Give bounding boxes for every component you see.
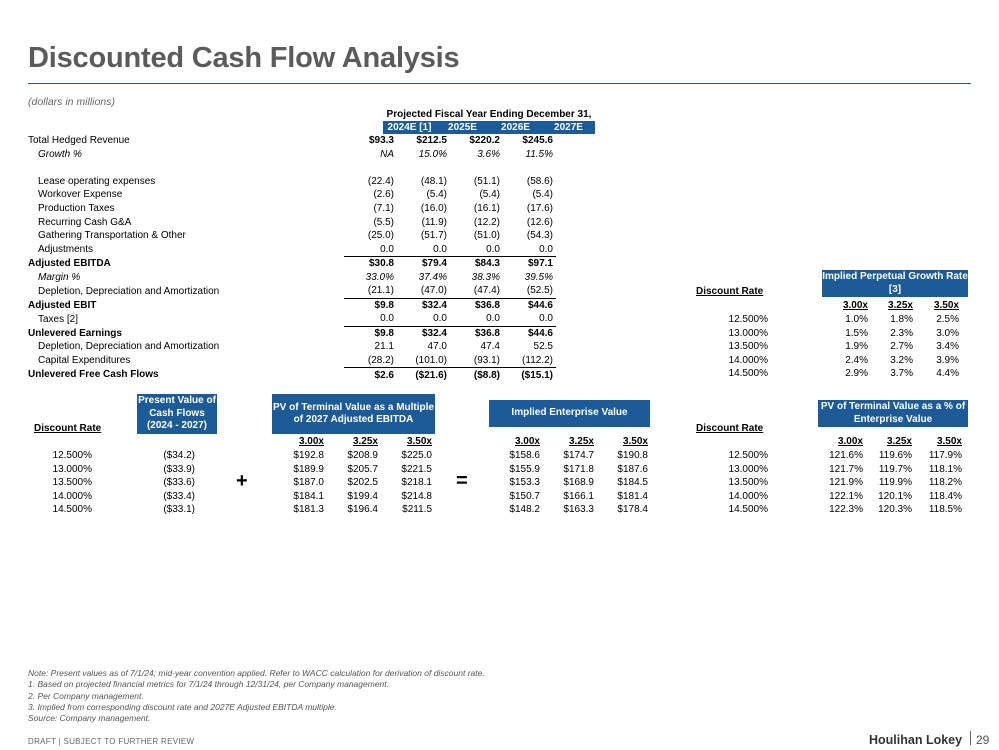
pv-terminal-value: $189.9 [293, 463, 324, 475]
perpetual-growth-value: 2.5% [936, 314, 959, 325]
row-label: Total Hedged Revenue [28, 135, 130, 147]
draft-label: DRAFT | SUBJECT TO FURTHER REVIEW [28, 737, 195, 746]
projection-table [28, 134, 556, 382]
row-value: (17.6) [526, 203, 553, 214]
row-value: (25.0) [367, 230, 394, 242]
perpetual-growth-value: 2.9% [845, 368, 868, 380]
row-value: (2.6) [373, 189, 394, 201]
row-value: (52.5) [503, 284, 556, 298]
enterprise-value: $153.3 [509, 477, 540, 489]
implied-ev-header: Implied Enterprise Value [489, 400, 650, 427]
row-value: 15.0% [418, 148, 447, 160]
discount-rate: 13.000% [52, 463, 92, 475]
row-value: (5.4) [479, 189, 500, 201]
brand-logo-text: Houlihan Lokey [869, 733, 963, 747]
perpetual-growth-value: 2.3% [890, 327, 913, 339]
row-value: $30.8 [368, 258, 394, 270]
pv-tv-pct-value: 119.9% [878, 477, 912, 489]
enterprise-value: $187.6 [617, 463, 648, 475]
multiple-header: 3.50x [933, 300, 959, 311]
plus-operator: + [236, 470, 248, 492]
pv-tv-pct-value: 120.1% [878, 490, 912, 502]
row-value: (51.0) [473, 230, 500, 242]
row-value: (51.1) [473, 175, 500, 187]
row-value: (5.5) [373, 216, 394, 228]
year-column-header: 2027E [554, 122, 583, 133]
footnote: 2. Per Company management. [28, 690, 144, 701]
table-row [28, 270, 556, 284]
row-value: 0.0 [503, 312, 556, 326]
perpetual-growth-value: 3.2% [890, 354, 913, 366]
multiple-header: 3.25x [886, 436, 912, 447]
multiple-header: 3.50x [622, 436, 648, 447]
perpetual-growth-value: 3.0% [936, 327, 959, 339]
row-value: 37.4% [418, 271, 447, 283]
row-label: Taxes [2] [38, 313, 79, 325]
row-value: (93.1) [450, 354, 503, 368]
row-value: 38.3% [471, 271, 500, 283]
row-value [450, 161, 503, 175]
footnotes [28, 668, 485, 724]
discount-rate: 14.500% [728, 368, 768, 380]
enterprise-value: $184.5 [617, 477, 648, 489]
row-value: 39.5% [524, 271, 553, 283]
table-row [28, 161, 556, 175]
row-label: Adjustments [38, 243, 94, 255]
table-row [28, 284, 556, 298]
row-value: (112.2) [503, 354, 556, 368]
projection-header: Projected Fiscal Year Ending December 31, [386, 109, 592, 120]
pv-cash-flow-value: ($33.9) [163, 463, 195, 475]
year-column-header: 2025E [448, 122, 477, 133]
table-row [28, 242, 556, 256]
pv-tv-pct-value: 121.9% [829, 477, 863, 489]
row-value: 52.5 [533, 341, 553, 353]
perpetual-growth-value: 2.4% [845, 354, 868, 366]
pv-tv-pct-value: 122.1% [829, 490, 863, 502]
footnote: Note: Present values as of 7/1/24; mid-year convention applied. Refer to WACC calculation for derivation of discount rate. [28, 668, 485, 678]
row-value: 0.0 [344, 242, 397, 256]
row-value [503, 161, 556, 175]
row-value: 33.0% [365, 271, 394, 283]
discount-rate: 14.500% [52, 504, 92, 516]
discount-rate: 14.500% [728, 504, 768, 516]
multiple-header: 3.25x [568, 436, 594, 447]
pv-tv-pct-value: 121.7% [829, 463, 863, 475]
pv-cash-flow-value: ($33.6) [163, 477, 195, 489]
row-value: ($15.1) [521, 369, 553, 381]
discount-rate: 13.500% [728, 477, 768, 489]
table-row [28, 368, 556, 382]
table-row [28, 188, 556, 202]
pv-terminal-value: $205.7 [347, 463, 378, 475]
row-value: 47.4 [480, 341, 500, 353]
pv-tv-pct-value: 118.5% [928, 504, 962, 516]
multiple-header: 3.00x [842, 300, 868, 311]
enterprise-value: $148.2 [509, 504, 540, 516]
row-value: (47.4) [450, 284, 503, 298]
discount-rate: 13.000% [728, 463, 768, 475]
table-row [28, 134, 556, 148]
row-label: Gathering Transportation & Other [38, 230, 186, 242]
multiple-header: 3.00x [837, 436, 863, 447]
pv-tv-pct-value: 119.6% [878, 450, 912, 461]
row-value: 0.0 [344, 312, 397, 326]
pv-tv-pct-value: 120.3% [878, 504, 912, 516]
enterprise-value: $174.7 [563, 450, 594, 461]
perpetual-growth-value: 3.9% [936, 354, 959, 366]
perpetual-growth-value: 1.9% [845, 341, 868, 353]
row-label: Recurring Cash G&A [38, 216, 132, 228]
table-row [28, 148, 556, 162]
pv-terminal-value: $208.9 [347, 450, 378, 461]
row-value: (58.6) [526, 175, 553, 187]
row-value: $84.3 [474, 258, 500, 270]
row-value: $97.1 [527, 258, 553, 270]
pv-terminal-value: $184.1 [293, 490, 324, 502]
page-number: 29 [976, 733, 990, 747]
enterprise-value: $163.3 [563, 504, 594, 516]
enterprise-value: $181.4 [617, 490, 648, 502]
table-row [28, 354, 556, 368]
page-title: Discounted Cash Flow Analysis [28, 42, 460, 74]
table-row [28, 326, 556, 340]
pv-tv-pct-value: 122.3% [829, 504, 863, 516]
pv-tv-pct-value: 118.2% [928, 477, 962, 489]
bottom-discount-rate-label: Discount Rate [34, 423, 102, 434]
row-value: $36.8 [474, 299, 500, 311]
row-value: $220.2 [469, 135, 500, 147]
pv-terminal-value: $225.0 [401, 450, 432, 461]
row-value: 0.0 [397, 242, 450, 256]
row-value: 0.0 [397, 312, 450, 326]
table-row [28, 215, 556, 229]
enterprise-value: $168.9 [563, 477, 594, 489]
row-value: (21.1) [344, 284, 397, 298]
pv-terminal-value: $196.4 [347, 504, 378, 516]
pv-terminal-value: $218.1 [401, 477, 432, 489]
pv-terminal-value: $211.5 [402, 504, 432, 516]
row-value: ($21.6) [415, 369, 447, 381]
multiple-header: 3.25x [352, 436, 378, 447]
pv-tv-pct-value: 118.1% [928, 463, 962, 475]
discount-rate: 13.500% [52, 477, 92, 489]
footer-separator [970, 731, 971, 745]
pv-terminal-value: $214.8 [401, 490, 432, 502]
table-row [28, 298, 556, 312]
perpetual-growth-value: 2.7% [890, 341, 913, 353]
pv-cash-flow-value: ($34.2) [163, 450, 195, 461]
enterprise-value: $150.7 [509, 490, 540, 502]
row-value: $44.6 [527, 327, 553, 339]
table-row [28, 340, 556, 354]
row-value: (16.0) [420, 203, 447, 214]
row-label: Adjusted EBIT [28, 299, 97, 311]
table-row [28, 175, 556, 189]
multiple-header: 3.50x [406, 436, 432, 447]
row-value: 0.0 [450, 242, 503, 256]
table-row [28, 256, 556, 270]
row-value: NA [380, 148, 394, 160]
row-value: (47.0) [397, 284, 450, 298]
perpetual-discount-rate-label: Discount Rate [696, 286, 764, 297]
multiple-header: 3.00x [298, 436, 324, 447]
pct-discount-rate-label: Discount Rate [696, 423, 764, 434]
enterprise-value: $178.4 [617, 504, 648, 516]
row-value: $9.8 [374, 299, 394, 311]
discount-rate: 14.000% [728, 354, 768, 366]
row-value [344, 161, 397, 175]
year-column-header: 2024E [1] [387, 122, 432, 133]
row-value: (12.6) [526, 216, 553, 228]
row-label: Workover Expense [38, 189, 123, 201]
row-label: Lease operating expenses [38, 175, 156, 187]
row-value: $79.4 [421, 258, 447, 270]
multiple-header: 3.50x [936, 436, 962, 447]
row-value: $2.6 [374, 369, 394, 381]
row-value: (101.0) [397, 354, 450, 368]
row-label: Capital Expenditures [38, 355, 131, 367]
enterprise-value: $155.9 [509, 463, 540, 475]
year-column-header: 2026E [501, 122, 530, 133]
row-label: Margin % [38, 271, 81, 283]
table-row [28, 229, 556, 243]
row-value [397, 161, 450, 175]
enterprise-value: $171.8 [563, 463, 594, 475]
row-value: $93.3 [368, 135, 394, 147]
row-value: ($8.8) [473, 369, 500, 381]
pv-tv-pct-value: 117.9% [928, 450, 962, 461]
row-label: Unlevered Free Cash Flows [28, 369, 159, 381]
row-label: Production Taxes [38, 203, 115, 214]
enterprise-value: $190.8 [617, 450, 648, 461]
equals-operator: = [456, 470, 468, 492]
row-value: (5.4) [426, 189, 447, 201]
pv-terminal-value: $192.8 [293, 450, 324, 461]
units-subtitle: (dollars in millions) [28, 96, 115, 108]
perpetual-growth-value: 1.0% [845, 314, 868, 325]
row-value: (12.2) [473, 216, 500, 228]
row-label: Depletion, Depreciation and Amortization [38, 285, 220, 297]
perpetual-growth-value: 1.5% [845, 327, 868, 339]
discount-rate: 12.500% [52, 450, 92, 461]
row-value: (51.7) [420, 230, 447, 242]
table-row [28, 312, 556, 326]
pv-terminal-value-header: PV of Terminal Value as a Multiple of 2027 Adjusted EBITDA [272, 394, 435, 434]
row-value: $32.4 [421, 327, 447, 339]
row-value: $36.8 [474, 327, 500, 339]
row-value: 0.0 [450, 312, 503, 326]
footnote: 1. Based on projected financial metrics for 7/1/24 through 12/31/24, per Company management. [28, 679, 389, 690]
row-value: (22.4) [367, 175, 394, 187]
discount-rate: 12.500% [728, 314, 768, 325]
row-value: (16.1) [473, 203, 500, 214]
perpetual-growth-value: 4.4% [936, 368, 959, 380]
row-value: (28.2) [344, 354, 397, 368]
enterprise-value: $158.6 [509, 450, 540, 461]
pv-tv-pct-value: 121.6% [829, 450, 863, 461]
perpetual-growth-value: 3.4% [936, 341, 959, 353]
row-label: Depletion, Depreciation and Amortization [38, 341, 220, 353]
row-value: $245.6 [522, 135, 553, 147]
row-value: $32.4 [421, 299, 447, 311]
row-value: $212.5 [416, 135, 447, 147]
perpetual-growth-value: 1.8% [890, 314, 913, 325]
row-value: 11.5% [525, 148, 553, 160]
row-value: (48.1) [420, 175, 447, 187]
row-value: (54.3) [526, 230, 553, 242]
multiple-header: 3.00x [514, 436, 540, 447]
pv-terminal-value: $181.3 [293, 504, 324, 516]
footnote: Source: Company management. [28, 713, 151, 724]
row-value: (5.4) [532, 189, 553, 201]
discount-rate: 13.000% [728, 327, 768, 339]
perpetual-growth-header: Implied Perpetual Growth Rate [3] [822, 270, 968, 297]
row-value: 3.6% [477, 148, 500, 160]
pv-terminal-value: $202.5 [347, 477, 378, 489]
multiple-header: 3.25x [887, 300, 913, 311]
title-divider [28, 83, 971, 84]
pv-cash-flow-value: ($33.1) [163, 504, 195, 516]
row-label: Unlevered Earnings [28, 327, 122, 339]
row-value: $9.8 [374, 327, 394, 339]
discount-rate: 14.000% [728, 490, 768, 502]
row-value: (7.1) [373, 203, 394, 214]
pv-cash-flows-header: Present Value of Cash Flows (2024 - 2027) [137, 394, 217, 434]
table-row [28, 202, 556, 216]
pv-terminal-value: $187.0 [293, 477, 324, 489]
row-value: 21.1 [374, 341, 394, 353]
pv-terminal-value: $199.4 [347, 490, 378, 502]
enterprise-value: $166.1 [563, 490, 594, 502]
row-value: 0.0 [503, 242, 556, 256]
row-label: Adjusted EBITDA [28, 257, 111, 269]
footnote: 3. Implied from corresponding discount rate and 2027E Adjusted EBITDA multiple. [28, 701, 337, 712]
pv-tv-pct-value: 119.7% [878, 463, 912, 475]
discount-rate: 14.000% [52, 490, 92, 502]
pv-tv-pct-value: 118.4% [928, 490, 962, 502]
discount-rate: 13.500% [728, 341, 768, 353]
pv-terminal-value: $221.5 [401, 463, 432, 475]
row-label: Growth % [38, 148, 82, 160]
row-value: 47.0 [427, 341, 447, 353]
pv-tv-pct-ev-header: PV of Terminal Value as a % of Enterprise Value [818, 400, 968, 427]
row-label [28, 161, 344, 175]
pv-cash-flow-value: ($33.4) [163, 490, 195, 502]
row-value: (11.9) [421, 216, 447, 228]
discount-rate: 12.500% [728, 450, 768, 461]
perpetual-growth-value: 3.7% [890, 368, 913, 380]
row-value: $44.6 [527, 299, 553, 311]
